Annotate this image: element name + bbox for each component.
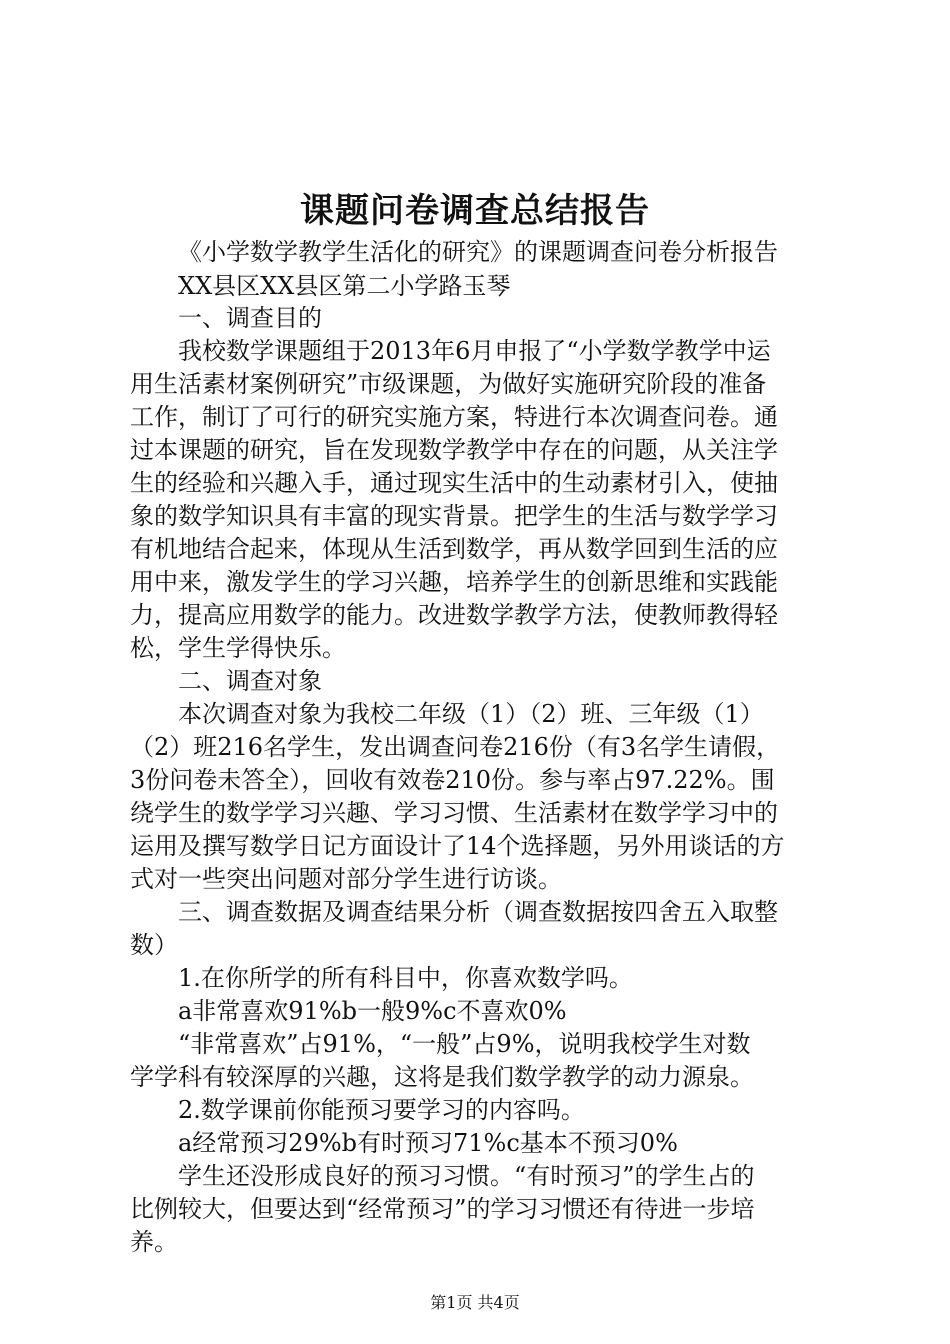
paragraph-line: 本次调查对象为我校二年级（1）（2）班、三年级（1） — [178, 700, 764, 728]
section-heading: 三、调查数据及调查结果分析（调查数据按四舍五入取整 — [178, 898, 778, 926]
paragraph-line: 式对一些突出问题对部分学生进行访谈。 — [130, 865, 562, 893]
page-footer: 第1页 共4页 — [430, 1293, 520, 1312]
paragraph-line: 象的数学知识具有丰富的现实背景。把学生的生活与数学学习 — [130, 502, 778, 530]
paragraph-line: 松，学生学得快乐。 — [130, 634, 346, 662]
answer-options-1: a非常喜欢91%b一般9%c不喜欢0% — [178, 997, 567, 1025]
paragraph-line: 过本课题的研究，旨在发现数学教学中存在的问题，从关注学 — [130, 436, 778, 464]
section-heading: 二、调查对象 — [178, 667, 322, 695]
section-heading: 数） — [130, 931, 178, 959]
document-title: 课题问卷调查总结报告 — [300, 191, 650, 231]
paragraph-line: （2）班216名学生，发出调查问卷216份（有3名学生请假， — [130, 733, 781, 761]
paragraph-line: 工作，制订了可行的研究实施方案，特进行本次调查问卷。通 — [130, 403, 778, 431]
paragraph-line: 我校数学课题组于2013年6月申报了“小学数学教学中运 — [178, 337, 771, 365]
paragraph-line: 有机地结合起来，体现从生活到数学，再从数学回到生活的应 — [130, 535, 778, 563]
paragraph-line: 3份问卷未答全），回收有效卷210份。参与率占97.22%。围 — [130, 766, 775, 794]
paragraph-line: 生的经验和兴趣入手，通过现实生活中的生动素材引入，使抽 — [130, 469, 778, 497]
report-subtitle: 《小学数学教学生活化的研究》的课题调查问卷分析报告 — [178, 238, 778, 266]
question-2: 2.数学课前你能预习要学习的内容吗。 — [178, 1096, 585, 1124]
paragraph-line: 用生活素材案例研究”市级课题，为做好实施研究阶段的准备 — [130, 370, 767, 398]
paragraph-line: 运用及撰写数学日记方面设计了14个选择题，另外用谈话的方 — [130, 832, 785, 860]
paragraph-line: 养。 — [130, 1228, 178, 1256]
paragraph-line: 力，提高应用数学的能力。改进数学教学方法，使教师教得轻 — [130, 601, 778, 629]
paragraph-line: 学学科有较深厚的兴趣，这将是我们数学教学的动力源泉。 — [130, 1063, 754, 1091]
author-line: XX县区XX县区第二小学路玉琴 — [178, 272, 511, 300]
paragraph-line: 学生还没形成良好的预习习惯。“有时预习”的学生占的 — [178, 1162, 755, 1190]
section-heading: 一、调查目的 — [178, 304, 322, 332]
paragraph-line: 绕学生的数学学习兴趣、学习习惯、生活素材在数学学习中的 — [130, 799, 778, 827]
question-1: 1.在你所学的所有科目中，你喜欢数学吗。 — [178, 964, 633, 992]
paragraph-line: 用中来，激发学生的学习兴趣，培养学生的创新思维和实践能 — [130, 568, 778, 596]
answer-options-2: a经常预习29%b有时预习71%c基本不预习0% — [178, 1129, 678, 1157]
paragraph-line: “非常喜欢”占91%，“一般”占9%，说明我校学生对数 — [178, 1030, 751, 1058]
paragraph-line: 比例较大，但要达到“经常预习”的学习习惯还有待进一步培 — [130, 1195, 755, 1223]
